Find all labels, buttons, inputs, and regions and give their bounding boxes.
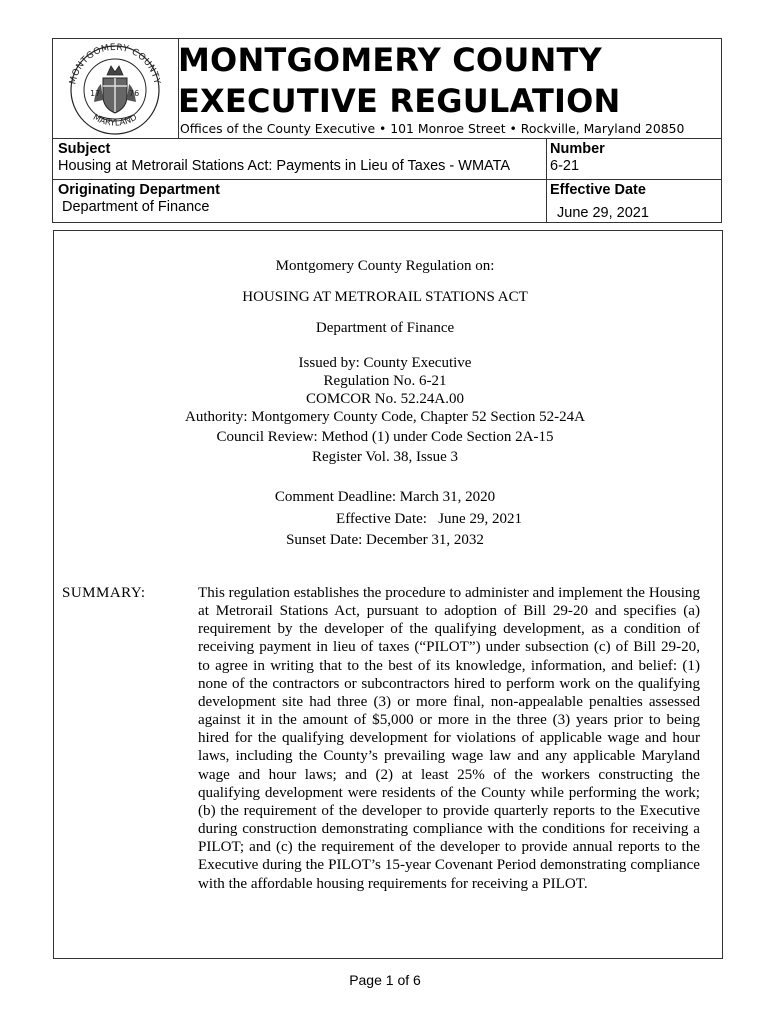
- originating-department-label: Originating Department: [58, 182, 220, 198]
- issued-by: Issued by: County Executive: [298, 355, 472, 371]
- department: Department of Finance: [315, 320, 455, 336]
- subject-value: Housing at Metrorail Stations Act: Payments in Lieu of Taxes - WMATA: [58, 158, 511, 174]
- number-label: Number: [550, 141, 605, 157]
- originating-department-value: Department of Finance: [62, 199, 210, 215]
- title-line-2: EXECUTIVE REGULATION: [178, 82, 621, 120]
- sunset-date: Sunset Date: December 31, 2032: [286, 532, 484, 548]
- summary-text: This regulation establishes the procedure to administer and implement the Housing at Metrorail Stations Act, pursuant to adoption of Bill 29-20 and specifies (a) requirement by the developer of the qualifying development, as a condition of receiving payment in lieu of taxes (“PILOT”) under subsection (c) of Bill 29-20, to agree in writing that to the best of its knowledge, information, and belief: (1) none of the contractors or subcontractors hired to perform work on the qualifying development site had three (3) or more final, non-appealable penalties assessed against it in the amount of $5,000 or more in the three (3) years prior to being hired for the qualifying development for violations of applicable wage and hour laws, including the County’s prevailing wage law and any applicable Maryland wage and hour laws; and (2) at least 25% of the workers constructing the qualifying development were residents of the County while performing the work; (b) the requirement of the developer to provide quarterly reports to the Executive during construction demonstrating compliance with the conditions for receiving a PILOT; and (c) the requirement of the developer to provide annual reports to the Executive during the PILOT’s 15-year Covenant Period demonstrating compliance with the affordable housing requirements for receiving a PILOT.: [198, 585, 700, 892]
- regulation-meta-table: [52, 139, 722, 223]
- council-review: Council Review: Method (1) under Code Section 2A-15: [216, 429, 554, 445]
- offices-address: Offices of the County Executive • 101 Monroe Street • Rockville, Maryland 20850: [180, 121, 685, 136]
- title-line-1: MONTGOMERY COUNTY: [178, 41, 602, 79]
- seal-bottom-text: MARYLAND: [91, 112, 139, 129]
- svg-text:MARYLAND: [91, 112, 139, 128]
- summary-label: SUMMARY:: [62, 585, 146, 601]
- seal-top-text: MONTGOMERY COUNTY: [68, 42, 162, 86]
- comment-deadline: Comment Deadline: March 31, 2020: [274, 489, 496, 505]
- regulation-number: Regulation No. 6-21: [323, 373, 447, 389]
- divider: [53, 179, 721, 180]
- act-title: HOUSING AT METRORAIL STATIONS ACT: [242, 289, 528, 305]
- register: Register Vol. 38, Issue 3: [311, 449, 459, 465]
- seal-year-right: 76: [129, 89, 140, 98]
- page-number: Page 1 of 6: [349, 972, 421, 988]
- county-seal: [63, 42, 167, 138]
- seal-year-left: 17: [90, 89, 101, 98]
- divider: [546, 139, 547, 223]
- authority: Authority: Montgomery County Code, Chapter 52 Section 52-24A: [185, 409, 585, 425]
- comcor-number: COMCOR No. 52.24A.00: [306, 391, 464, 407]
- page-title: [178, 40, 621, 122]
- effective-date-line: Effective Date: June 29, 2021: [336, 511, 522, 527]
- effective-date-value: June 29, 2021: [557, 205, 649, 221]
- seal-cell: [53, 39, 179, 138]
- number-value: 6-21: [550, 158, 580, 174]
- subject-label: Subject: [58, 141, 111, 157]
- effective-date-label: Effective Date: [550, 182, 646, 198]
- regulation-on: Montgomery County Regulation on:: [275, 258, 495, 274]
